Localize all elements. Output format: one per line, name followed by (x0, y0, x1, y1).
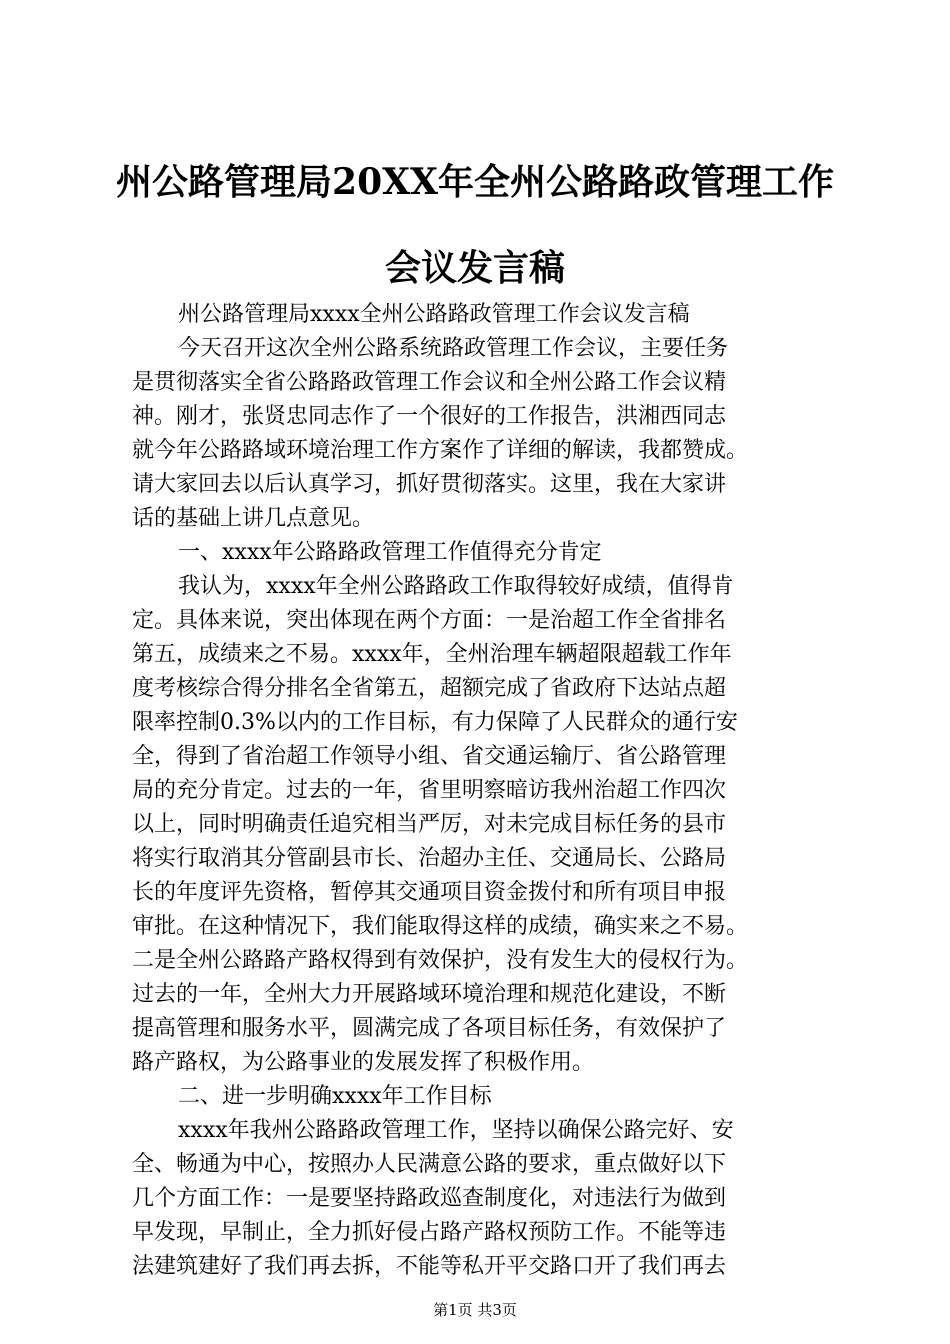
paragraph-line: 就今年公路路域环境治理工作方案作了详细的解读，我都赞成。 (132, 438, 749, 463)
document-title-line-2: 会议发言稿 (384, 247, 565, 289)
paragraph-line: 度考核综合得分排名全省第五，超额完成了省政府下达站点超 (132, 676, 727, 701)
paragraph-line: 限率控制0.3%以内的工作目标，有力保障了人民群众的通行安 (132, 710, 738, 735)
document-body (132, 298, 832, 1284)
paragraph-line: 我认为，xxxx年全州公路路政工作取得较好成绩，值得肯 (178, 574, 734, 599)
paragraph-line: 以上，同时明确责任追究相当严厉，对未完成目标任务的县市 (132, 812, 727, 837)
paragraph-line: 长的年度评先资格，暂停其交通项目资金拨付和所有项目申报 (132, 880, 727, 905)
document-title-line-1: 州公路管理局20XX年全州公路路政管理工作 (116, 161, 834, 203)
paragraph-line: 法建筑建好了我们再去拆，不能等私开平交路口开了我们再去 (132, 1254, 727, 1279)
paragraph-line: 全、畅通为中心，按照办人民满意公路的要求，重点做好以下 (132, 1152, 727, 1177)
paragraph-line: 请大家回去以后认真学习，抓好贯彻落实。这里，我在大家讲 (132, 472, 727, 497)
paragraph-line: 州公路管理局xxxx全州公路路政管理工作会议发言稿 (178, 302, 690, 327)
paragraph-line: 二是全州公路路产路权得到有效保护，没有发生大的侵权行为。 (132, 948, 749, 973)
paragraph-line: xxxx年我州公路路政管理工作，坚持以确保公路完好、安 (178, 1118, 734, 1143)
section-heading: 一、xxxx年公路路政管理工作值得充分肯定 (178, 540, 602, 565)
section-heading: 二、进一步明确xxxx年工作目标 (178, 1084, 492, 1109)
paragraph-line: 全，得到了省治超工作领导小组、省交通运输厅、省公路管理 (132, 744, 727, 769)
paragraph-line: 将实行取消其分管副县市长、治超办主任、交通局长、公路局 (132, 846, 727, 871)
paragraph-line: 早发现，早制止，全力抓好侵占路产路权预防工作。不能等违 (132, 1220, 727, 1245)
paragraph-line: 今天召开这次全州公路系统路政管理工作会议，主要任务 (178, 336, 729, 361)
paragraph-line: 是贯彻落实全省公路路政管理工作会议和全州公路工作会议精 (132, 370, 727, 395)
paragraph-line: 话的基础上讲几点意见。 (132, 506, 375, 531)
page-footer: 第1页 共3页 (433, 1301, 517, 1319)
paragraph-line: 提高管理和服务水平，圆满完成了各项目标任务，有效保护了 (132, 1016, 727, 1041)
paragraph-line: 审批。在这种情况下，我们能取得这样的成绩，确实来之不易。 (132, 914, 749, 939)
paragraph-line: 路产路权，为公路事业的发展发挥了积极作用。 (132, 1050, 595, 1075)
paragraph-line: 几个方面工作：一是要坚持路政巡查制度化，对违法行为做到 (132, 1186, 727, 1211)
paragraph-line: 定。具体来说，突出体现在两个方面：一是治超工作全省排名 (132, 608, 727, 633)
paragraph-line: 局的充分肯定。过去的一年，省里明察暗访我州治超工作四次 (132, 778, 727, 803)
paragraph-line: 过去的一年，全州大力开展路域环境治理和规范化建设，不断 (132, 982, 727, 1007)
paragraph-line: 第五，成绩来之不易。xxxx年，全州治理车辆超限超载工作年 (132, 642, 732, 667)
paragraph-line: 神。刚才，张贤忠同志作了一个很好的工作报告，洪湘西同志 (132, 404, 727, 429)
